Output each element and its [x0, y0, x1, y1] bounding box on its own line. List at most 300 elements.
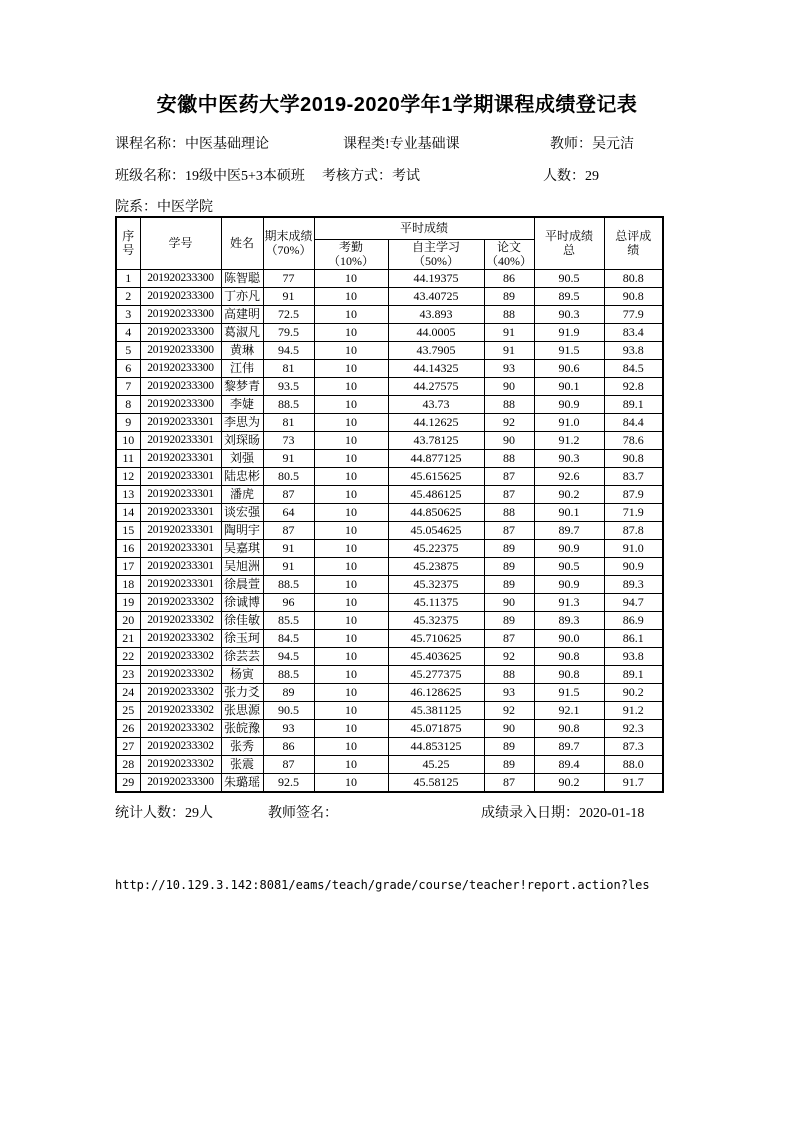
usual-total-score: 90.9 [534, 395, 604, 413]
attendance-score: 10 [314, 269, 388, 287]
student-id: 201920233300 [140, 287, 221, 305]
final-exam-score: 80.5 [263, 467, 314, 485]
overall-score: 90.8 [604, 449, 663, 467]
self-study-score: 45.486125 [388, 485, 484, 503]
stat-count-field: 统计人数：29人 [115, 806, 213, 821]
self-study-score: 45.23875 [388, 557, 484, 575]
attendance-score: 10 [314, 503, 388, 521]
overall-score: 93.8 [604, 647, 663, 665]
col-header-paper: 论文 （40%） [486, 240, 532, 268]
paper-score: 86 [484, 269, 534, 287]
usual-total-score: 90.5 [534, 269, 604, 287]
student-id: 201920233301 [140, 449, 221, 467]
student-id: 201920233302 [140, 629, 221, 647]
attendance-score: 10 [314, 305, 388, 323]
overall-score: 83.4 [604, 323, 663, 341]
attendance-score: 10 [314, 593, 388, 611]
student-name: 丁亦凡 [221, 287, 263, 305]
student-name: 张秀 [221, 737, 263, 755]
paper-score: 92 [484, 413, 534, 431]
table-row [116, 773, 663, 792]
page-title: 安徽中医药大学2019-2020学年1学期课程成绩登记表 [156, 94, 638, 116]
row-index: 1 [116, 269, 140, 287]
attendance-score: 10 [314, 629, 388, 647]
attendance-score: 10 [314, 377, 388, 395]
row-index: 18 [116, 575, 140, 593]
row-index: 22 [116, 647, 140, 665]
final-exam-score: 86 [263, 737, 314, 755]
table-row [116, 269, 663, 287]
final-exam-score: 72.5 [263, 305, 314, 323]
usual-total-score: 90.0 [534, 629, 604, 647]
row-index: 3 [116, 305, 140, 323]
attendance-score: 10 [314, 719, 388, 737]
attendance-score: 10 [314, 485, 388, 503]
final-exam-score: 94.5 [263, 341, 314, 359]
row-index: 25 [116, 701, 140, 719]
table-row [116, 719, 663, 737]
row-index: 19 [116, 593, 140, 611]
student-name: 张思源 [221, 701, 263, 719]
final-exam-score: 91 [263, 539, 314, 557]
col-header-final-exam: 期末成绩 （70%） [263, 217, 314, 269]
table-row [116, 503, 663, 521]
self-study-score: 44.12625 [388, 413, 484, 431]
department-field: 院系：中医学院 [115, 200, 213, 215]
self-study-score: 44.19375 [388, 269, 484, 287]
self-study-score: 43.893 [388, 305, 484, 323]
attendance-score: 10 [314, 647, 388, 665]
col-header-self-study: 自主学习 （50%） [388, 239, 484, 269]
paper-score: 87 [484, 521, 534, 539]
row-index: 24 [116, 683, 140, 701]
student-id: 201920233301 [140, 413, 221, 431]
col-header-usual-total: 平时成绩 总 [534, 217, 604, 269]
usual-total-score: 90.3 [534, 305, 604, 323]
paper-score: 88 [484, 503, 534, 521]
student-id: 201920233301 [140, 431, 221, 449]
student-name: 高建明 [221, 305, 263, 323]
row-index: 16 [116, 539, 140, 557]
overall-score: 92.8 [604, 377, 663, 395]
col-header-overall: 总评成 绩 [604, 217, 663, 269]
table-header-row-top [116, 217, 663, 239]
self-study-score: 44.14325 [388, 359, 484, 377]
table-row [116, 701, 663, 719]
paper-score: 89 [484, 737, 534, 755]
student-name: 徐晨萱 [221, 575, 263, 593]
self-study-score: 44.853125 [388, 737, 484, 755]
attendance-score: 10 [314, 683, 388, 701]
student-id: 201920233302 [140, 701, 221, 719]
row-index: 29 [116, 773, 140, 792]
overall-score: 89.3 [604, 575, 663, 593]
student-name: 葛淑凡 [221, 323, 263, 341]
col-header-attendance: 考勤 （10%） [314, 239, 388, 269]
self-study-score: 44.877125 [388, 449, 484, 467]
row-index: 8 [116, 395, 140, 413]
attendance-score: 10 [314, 737, 388, 755]
usual-total-score: 91.5 [534, 341, 604, 359]
student-id: 201920233300 [140, 377, 221, 395]
attendance-score: 10 [314, 395, 388, 413]
paper-score: 87 [484, 467, 534, 485]
student-id: 201920233300 [140, 323, 221, 341]
final-exam-score: 96 [263, 593, 314, 611]
self-study-score: 45.615625 [388, 467, 484, 485]
student-name: 陶明宇 [221, 521, 263, 539]
self-study-score: 45.32375 [388, 611, 484, 629]
final-exam-score: 73 [263, 431, 314, 449]
student-id: 201920233301 [140, 521, 221, 539]
paper-score: 92 [484, 701, 534, 719]
class-name-field: 班级名称：19级中医5+3本硕班 [115, 169, 305, 184]
overall-score: 89.1 [604, 395, 663, 413]
usual-total-score: 90.3 [534, 449, 604, 467]
final-exam-score: 88.5 [263, 395, 314, 413]
paper-score: 88 [484, 449, 534, 467]
attendance-score: 10 [314, 467, 388, 485]
row-index: 28 [116, 755, 140, 773]
col-header-student-id: 学号 [140, 217, 221, 269]
table-row [116, 467, 663, 485]
final-exam-score: 91 [263, 449, 314, 467]
attendance-score: 10 [314, 287, 388, 305]
overall-score: 87.8 [604, 521, 663, 539]
table-row [116, 575, 663, 593]
row-index: 9 [116, 413, 140, 431]
attendance-score: 10 [314, 575, 388, 593]
usual-total-score: 89.5 [534, 287, 604, 305]
usual-total-score: 90.9 [534, 539, 604, 557]
row-index: 5 [116, 341, 140, 359]
usual-total-score: 89.7 [534, 521, 604, 539]
final-exam-score: 89 [263, 683, 314, 701]
course-type-field: 课程类!专业基础课 [343, 137, 460, 152]
self-study-score: 43.40725 [388, 287, 484, 305]
table-row [116, 431, 663, 449]
row-index: 12 [116, 467, 140, 485]
student-id: 201920233302 [140, 737, 221, 755]
student-id: 201920233302 [140, 683, 221, 701]
paper-score: 89 [484, 287, 534, 305]
attendance-score: 10 [314, 773, 388, 792]
usual-total-score: 90.1 [534, 503, 604, 521]
usual-total-score: 89.4 [534, 755, 604, 773]
overall-score: 88.0 [604, 755, 663, 773]
student-id: 201920233300 [140, 395, 221, 413]
student-id: 201920233301 [140, 467, 221, 485]
course-name-field: 课程名称：中医基础理论 [115, 137, 269, 152]
student-name: 吴嘉琪 [221, 539, 263, 557]
student-name: 黄琳 [221, 341, 263, 359]
row-index: 4 [116, 323, 140, 341]
col-header-index: 序 号 [116, 217, 140, 269]
student-name: 徐芸芸 [221, 647, 263, 665]
row-index: 2 [116, 287, 140, 305]
final-exam-score: 93 [263, 719, 314, 737]
self-study-score: 45.11375 [388, 593, 484, 611]
paper-score: 91 [484, 341, 534, 359]
self-study-score: 44.850625 [388, 503, 484, 521]
self-study-score: 45.58125 [388, 773, 484, 792]
table-row [116, 287, 663, 305]
student-id: 201920233302 [140, 593, 221, 611]
overall-score: 86.1 [604, 629, 663, 647]
student-name: 朱璐瑶 [221, 773, 263, 792]
usual-total-score: 90.8 [534, 665, 604, 683]
table-row [116, 341, 663, 359]
usual-total-score: 92.1 [534, 701, 604, 719]
self-study-score: 44.27575 [388, 377, 484, 395]
paper-score: 88 [484, 665, 534, 683]
row-index: 17 [116, 557, 140, 575]
final-exam-score: 81 [263, 413, 314, 431]
attendance-score: 10 [314, 539, 388, 557]
overall-score: 94.7 [604, 593, 663, 611]
row-index: 23 [116, 665, 140, 683]
usual-total-score: 91.9 [534, 323, 604, 341]
overall-score: 92.3 [604, 719, 663, 737]
paper-score: 92 [484, 647, 534, 665]
student-id: 201920233300 [140, 305, 221, 323]
usual-total-score: 90.5 [534, 557, 604, 575]
student-name: 徐玉珂 [221, 629, 263, 647]
self-study-score: 46.128625 [388, 683, 484, 701]
row-index: 7 [116, 377, 140, 395]
student-id: 201920233301 [140, 485, 221, 503]
attendance-score: 10 [314, 665, 388, 683]
table-row [116, 683, 663, 701]
student-id: 201920233301 [140, 539, 221, 557]
final-exam-score: 88.5 [263, 665, 314, 683]
student-id: 201920233301 [140, 557, 221, 575]
table-row [116, 305, 663, 323]
usual-total-score: 91.3 [534, 593, 604, 611]
student-name: 刘强 [221, 449, 263, 467]
final-exam-score: 87 [263, 485, 314, 503]
student-id: 201920233302 [140, 755, 221, 773]
row-index: 26 [116, 719, 140, 737]
row-index: 20 [116, 611, 140, 629]
table-row [116, 521, 663, 539]
table-row [116, 377, 663, 395]
self-study-score: 45.25 [388, 755, 484, 773]
overall-score: 78.6 [604, 431, 663, 449]
paper-score: 89 [484, 755, 534, 773]
final-exam-score: 90.5 [263, 701, 314, 719]
exam-method-field: 考核方式：考试 [322, 169, 420, 184]
student-name: 李思为 [221, 413, 263, 431]
grade-table-body [116, 269, 663, 792]
paper-score: 90 [484, 431, 534, 449]
usual-total-score: 89.3 [534, 611, 604, 629]
student-id: 201920233300 [140, 269, 221, 287]
overall-score: 77.9 [604, 305, 663, 323]
overall-score: 91.0 [604, 539, 663, 557]
attendance-score: 10 [314, 449, 388, 467]
self-study-score: 43.73 [388, 395, 484, 413]
self-study-score: 44.0005 [388, 323, 484, 341]
student-id: 201920233300 [140, 359, 221, 377]
table-row [116, 611, 663, 629]
overall-score: 87.3 [604, 737, 663, 755]
student-id: 201920233300 [140, 773, 221, 792]
table-row [116, 323, 663, 341]
paper-score: 89 [484, 557, 534, 575]
final-exam-score: 87 [263, 521, 314, 539]
overall-score: 86.9 [604, 611, 663, 629]
overall-score: 90.2 [604, 683, 663, 701]
paper-score: 91 [484, 323, 534, 341]
attendance-score: 10 [314, 521, 388, 539]
usual-total-score: 90.1 [534, 377, 604, 395]
student-id: 201920233302 [140, 665, 221, 683]
overall-score: 87.9 [604, 485, 663, 503]
overall-score: 89.1 [604, 665, 663, 683]
source-url-text: http://10.129.3.142:8081/eams/teach/grade/course/teacher!report.action?les [115, 878, 650, 892]
overall-score: 93.8 [604, 341, 663, 359]
attendance-score: 10 [314, 611, 388, 629]
overall-score: 71.9 [604, 503, 663, 521]
overall-score: 83.7 [604, 467, 663, 485]
self-study-score: 45.403625 [388, 647, 484, 665]
student-name: 黎梦青 [221, 377, 263, 395]
usual-total-score: 92.6 [534, 467, 604, 485]
usual-total-score: 90.6 [534, 359, 604, 377]
student-name: 潘虎 [221, 485, 263, 503]
overall-score: 91.7 [604, 773, 663, 792]
table-row [116, 395, 663, 413]
final-exam-score: 84.5 [263, 629, 314, 647]
attendance-score: 10 [314, 413, 388, 431]
paper-score: 87 [484, 629, 534, 647]
usual-total-score: 91.0 [534, 413, 604, 431]
attendance-score: 10 [314, 701, 388, 719]
paper-score: 93 [484, 359, 534, 377]
row-index: 14 [116, 503, 140, 521]
table-row [116, 755, 663, 773]
self-study-score: 45.32375 [388, 575, 484, 593]
student-name: 张力爻 [221, 683, 263, 701]
paper-score: 88 [484, 305, 534, 323]
teacher-field: 教师：吴元洁 [550, 137, 634, 152]
row-index: 10 [116, 431, 140, 449]
row-index: 11 [116, 449, 140, 467]
attendance-score: 10 [314, 755, 388, 773]
self-study-score: 45.22375 [388, 539, 484, 557]
overall-score: 91.2 [604, 701, 663, 719]
overall-score: 84.5 [604, 359, 663, 377]
student-id: 201920233302 [140, 611, 221, 629]
final-exam-score: 92.5 [263, 773, 314, 792]
usual-total-score: 90.2 [534, 485, 604, 503]
self-study-score: 45.710625 [388, 629, 484, 647]
attendance-score: 10 [314, 359, 388, 377]
student-name: 张震 [221, 755, 263, 773]
row-index: 15 [116, 521, 140, 539]
student-name: 张皖豫 [221, 719, 263, 737]
table-row [116, 359, 663, 377]
self-study-score: 45.277375 [388, 665, 484, 683]
table-row [116, 557, 663, 575]
paper-score: 87 [484, 773, 534, 792]
paper-score: 93 [484, 683, 534, 701]
usual-total-score: 89.7 [534, 737, 604, 755]
student-id: 201920233301 [140, 503, 221, 521]
paper-score: 89 [484, 539, 534, 557]
final-exam-score: 79.5 [263, 323, 314, 341]
col-header-name: 姓名 [221, 217, 263, 269]
student-id: 201920233302 [140, 719, 221, 737]
table-row [116, 737, 663, 755]
final-exam-score: 87 [263, 755, 314, 773]
paper-score: 87 [484, 485, 534, 503]
self-study-score: 45.071875 [388, 719, 484, 737]
self-study-score: 45.381125 [388, 701, 484, 719]
student-name: 杨寅 [221, 665, 263, 683]
table-row [116, 449, 663, 467]
table-row [116, 413, 663, 431]
usual-total-score: 90.8 [534, 647, 604, 665]
student-name: 江伟 [221, 359, 263, 377]
student-name: 陈智聪 [221, 269, 263, 287]
overall-score: 90.8 [604, 287, 663, 305]
student-name: 谈宏强 [221, 503, 263, 521]
final-exam-score: 64 [263, 503, 314, 521]
final-exam-score: 91 [263, 287, 314, 305]
paper-score: 90 [484, 377, 534, 395]
student-id: 201920233300 [140, 341, 221, 359]
self-study-score: 43.7905 [388, 341, 484, 359]
paper-score: 90 [484, 719, 534, 737]
final-exam-score: 93.5 [263, 377, 314, 395]
table-row [116, 629, 663, 647]
student-count-field: 人数：29 [543, 169, 599, 184]
usual-total-score: 90.8 [534, 719, 604, 737]
row-index: 27 [116, 737, 140, 755]
final-exam-score: 88.5 [263, 575, 314, 593]
student-name: 吴旭洲 [221, 557, 263, 575]
table-row [116, 593, 663, 611]
usual-total-score: 91.2 [534, 431, 604, 449]
table-row [116, 665, 663, 683]
student-id: 201920233301 [140, 575, 221, 593]
final-exam-score: 94.5 [263, 647, 314, 665]
row-index: 21 [116, 629, 140, 647]
attendance-score: 10 [314, 341, 388, 359]
teacher-sign-field: 教师签名： [268, 806, 338, 821]
usual-total-score: 90.2 [534, 773, 604, 792]
student-name: 徐佳敏 [221, 611, 263, 629]
usual-total-score: 90.9 [534, 575, 604, 593]
paper-score: 90 [484, 593, 534, 611]
attendance-score: 10 [314, 557, 388, 575]
final-exam-score: 77 [263, 269, 314, 287]
usual-total-score: 91.5 [534, 683, 604, 701]
final-exam-score: 81 [263, 359, 314, 377]
self-study-score: 43.78125 [388, 431, 484, 449]
table-row [116, 647, 663, 665]
attendance-score: 10 [314, 323, 388, 341]
row-index: 13 [116, 485, 140, 503]
student-name: 刘琛旸 [221, 431, 263, 449]
student-name: 李婕 [221, 395, 263, 413]
paper-score: 89 [484, 611, 534, 629]
student-id: 201920233302 [140, 647, 221, 665]
student-name: 陆忠彬 [221, 467, 263, 485]
paper-score: 88 [484, 395, 534, 413]
